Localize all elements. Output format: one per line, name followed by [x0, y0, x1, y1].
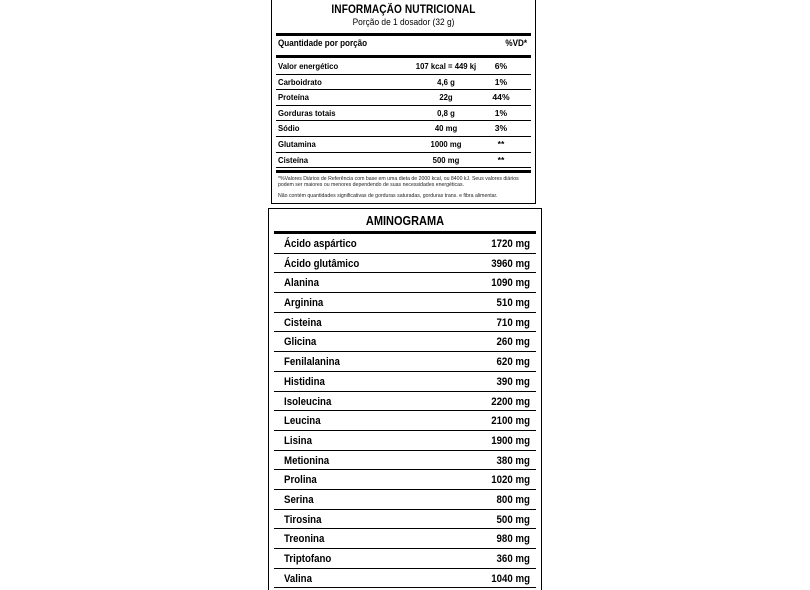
- nutrient-quantity: 0,8 g: [437, 107, 455, 118]
- amino-acid-quantity: 360 mg: [496, 553, 530, 565]
- amino-row: [269, 569, 541, 589]
- nutrition-header: [278, 38, 527, 52]
- amino-row: [269, 411, 541, 431]
- amino-acid-quantity: 1020 mg: [491, 474, 530, 487]
- amino-row: [269, 254, 541, 274]
- amino-acid-name: Isoleucina: [284, 395, 332, 408]
- nutrient-dv: 1%: [494, 107, 508, 118]
- nutrient-name: Carboidrato: [278, 76, 322, 87]
- aminogram-table: [268, 208, 542, 590]
- nutrient-quantity: 500 mg: [432, 154, 460, 165]
- amino-acid-quantity: 2100 mg: [491, 415, 530, 428]
- nutrient-quantity: 4,6 g: [437, 76, 455, 87]
- amino-acid-quantity: 1040 mg: [491, 572, 530, 585]
- aminogram-rows: [269, 234, 541, 588]
- amino-acid-quantity: 1720 mg: [491, 238, 530, 250]
- amino-row: [269, 352, 541, 372]
- amino-acid-name: Arginina: [284, 297, 324, 310]
- amino-row: [269, 332, 541, 352]
- footnote-dv: *%Valores Diários de Referência com base em uma dieta de 2000 kcal, ou 8400 kJ. Seus valores diários podem ser maiores ou menores dependendo de suas necessidades energéticas.: [278, 176, 519, 189]
- amino-row: [269, 372, 541, 392]
- amino-acid-name: Metionina: [284, 454, 330, 467]
- divider: [276, 170, 531, 173]
- amino-acid-name: Fenilalanina: [284, 356, 340, 369]
- amino-row: [269, 293, 541, 313]
- amino-acid-quantity: 260 mg: [496, 336, 530, 349]
- nutrient-dv: 6%: [494, 61, 508, 71]
- nutrient-name: Cisteína: [278, 154, 309, 165]
- footnote-not-contain: Não contém quantidades significativas de gorduras saturadas, gorduras trans. e fibra alimentar.: [278, 193, 498, 199]
- nutrition-title: INFORMAÇÃO NUTRICIONAL: [331, 4, 476, 16]
- amino-acid-quantity: 380 mg: [496, 454, 530, 467]
- amino-acid-name: Lisina: [284, 434, 312, 447]
- amino-acid-name: Ácido glutâmico: [284, 257, 360, 270]
- header-dv-label: %VD*: [505, 38, 527, 48]
- nutrition-rows: [272, 59, 535, 168]
- nutrition-row: [272, 75, 535, 91]
- nutrient-dv: **: [497, 154, 505, 165]
- amino-acid-name: Prolina: [284, 474, 317, 487]
- amino-row: [269, 490, 541, 510]
- nutrient-dv: 1%: [494, 76, 508, 87]
- nutrition-row: [272, 59, 535, 75]
- header-quantity-label: Quantidade por porção: [278, 38, 368, 48]
- amino-acid-name: Valina: [284, 572, 312, 585]
- amino-acid-quantity: 620 mg: [496, 356, 530, 369]
- amino-acid-name: Glicina: [284, 336, 317, 349]
- nutrient-name: Proteína: [278, 92, 309, 103]
- amino-acid-quantity: 1090 mg: [491, 277, 530, 290]
- amino-row: [269, 470, 541, 490]
- nutrition-table: [271, 0, 536, 204]
- nutrient-name: Gorduras totais: [278, 107, 336, 118]
- amino-acid-name: Alanina: [284, 277, 319, 290]
- nutrient-dv: 44%: [492, 92, 510, 103]
- amino-acid-name: Ácido aspártico: [284, 238, 357, 250]
- amino-acid-quantity: 510 mg: [496, 297, 530, 310]
- amino-row: [269, 392, 541, 412]
- nutrient-quantity: 40 mg: [434, 123, 458, 134]
- nutrient-dv: 3%: [494, 123, 508, 134]
- nutrient-name: Valor energético: [278, 61, 339, 71]
- aminogram-title: AMINOGRAMA: [365, 214, 445, 228]
- amino-acid-quantity: 390 mg: [496, 375, 530, 388]
- amino-acid-name: Treonina: [284, 533, 325, 546]
- amino-row: [269, 529, 541, 549]
- nutrient-name: Glutamina: [278, 138, 316, 149]
- amino-row: [269, 431, 541, 451]
- amino-acid-quantity: 500 mg: [496, 513, 530, 526]
- amino-row: [269, 313, 541, 333]
- nutrition-row: [272, 153, 535, 169]
- amino-row: [269, 549, 541, 569]
- divider: [276, 33, 531, 36]
- amino-acid-quantity: 1900 mg: [491, 434, 530, 447]
- amino-row: [269, 510, 541, 530]
- amino-acid-quantity: 980 mg: [496, 533, 530, 546]
- amino-acid-name: Tirosina: [284, 513, 322, 526]
- amino-acid-quantity: 710 mg: [496, 316, 530, 329]
- amino-acid-name: Leucina: [284, 415, 321, 428]
- amino-acid-name: Triptofano: [284, 553, 332, 565]
- nutrition-row: [272, 121, 535, 137]
- nutrient-quantity: 22g: [439, 92, 453, 103]
- serving-size: Porção de 1 dosador (32 g): [352, 17, 455, 28]
- nutrition-row: [272, 90, 535, 106]
- amino-acid-quantity: 2200 mg: [491, 395, 530, 408]
- nutrient-quantity: 1000 mg: [430, 138, 462, 149]
- nutrition-row: [272, 106, 535, 122]
- amino-acid-quantity: 800 mg: [496, 493, 530, 506]
- amino-acid-quantity: 3960 mg: [491, 257, 530, 270]
- nutrient-dv: **: [497, 138, 505, 149]
- amino-acid-name: Serina: [284, 493, 314, 506]
- divider: [276, 55, 531, 58]
- amino-acid-name: Histidina: [284, 375, 325, 388]
- amino-acid-name: Cisteina: [284, 316, 322, 329]
- nutrient-name: Sódio: [278, 123, 300, 134]
- amino-row: [269, 234, 541, 254]
- amino-row: [269, 273, 541, 293]
- nutrient-quantity: 107 kcal = 449 kj: [415, 61, 477, 71]
- amino-row: [269, 451, 541, 471]
- nutrition-row: [272, 137, 535, 153]
